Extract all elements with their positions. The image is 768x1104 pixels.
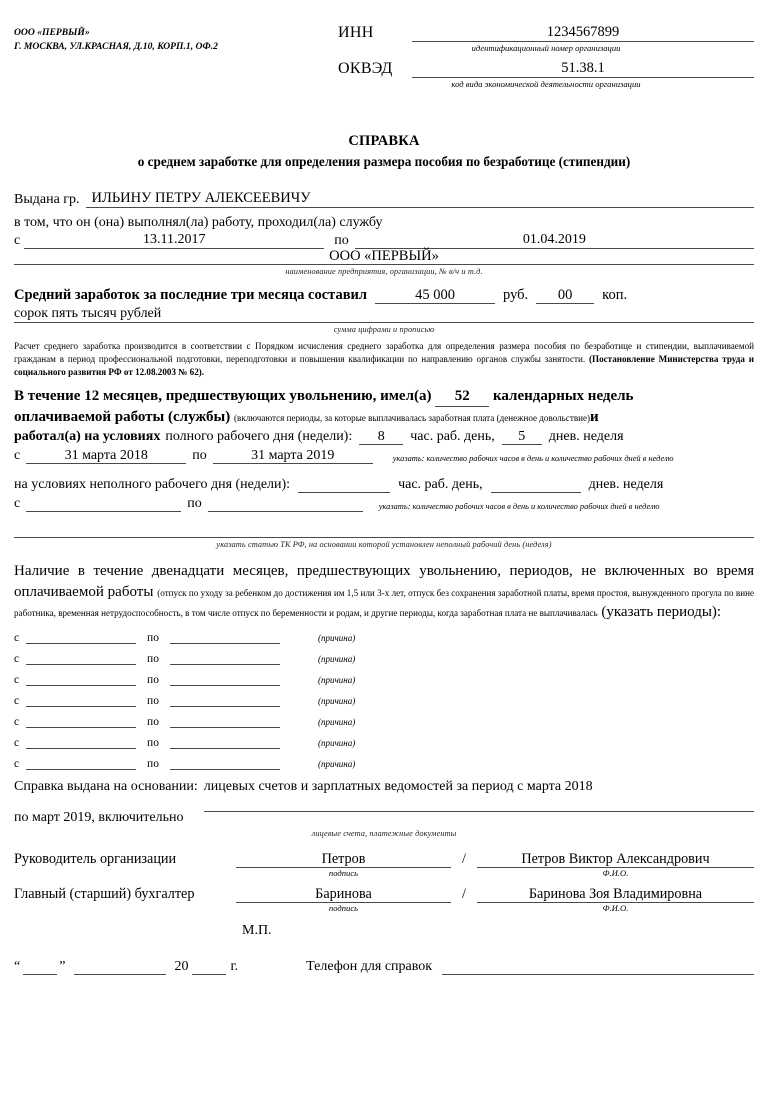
excluded-periods-bold: Наличие в течение двенадцати месяцев, предшествующих увольнению, периодов, не включенных во время оплачиваемой работы	[14, 563, 754, 600]
period-row	[14, 737, 754, 749]
average-earnings-kopecks[interactable]: 00	[536, 288, 594, 304]
issued-to-person[interactable]: ИЛЬИНУ ПЕТРУ АЛЕКСЕЕВИЧУ	[86, 190, 754, 207]
footer-year[interactable]	[192, 959, 226, 975]
basis-row	[14, 779, 754, 813]
period-row-from-value[interactable]	[26, 654, 136, 665]
period-row-to-value[interactable]	[170, 717, 280, 728]
accountant-fio[interactable]: Баринова Зоя Владимировна	[477, 887, 754, 903]
period-row-to-value[interactable]	[170, 738, 280, 749]
okved-caption: код вида экономической деятельности организации	[451, 79, 641, 90]
basis-value-line1[interactable]: лицевых счетов и зарплатных ведомостей за период с марта 2018	[203, 778, 593, 794]
paid-work-label: оплачиваемой работы (службы)	[14, 409, 231, 426]
period-row-from-value[interactable]	[26, 738, 136, 749]
inn-label: ИНН	[338, 24, 374, 42]
full-time-from-label: с	[14, 448, 21, 464]
part-time-to-date[interactable]	[208, 497, 363, 513]
footer-year-suffix: г.	[230, 959, 239, 974]
period-row-to-value[interactable]	[170, 633, 280, 644]
basis-underline[interactable]	[204, 795, 754, 813]
period-row-reason-caption: (причина)	[318, 758, 356, 769]
inn-value[interactable]: 1234567899	[412, 24, 754, 42]
document-title: СПРАВКА	[348, 133, 420, 150]
period-row-to-value[interactable]	[170, 675, 280, 686]
part-time-label: на условиях неполного рабочего дня (недели):	[14, 477, 291, 493]
footer-year-prefix: 20	[174, 959, 189, 974]
period-to-date[interactable]: 01.04.2019	[355, 233, 754, 249]
period-row	[14, 632, 754, 644]
full-time-to-label: по	[192, 448, 207, 464]
period-row-reason	[318, 653, 754, 665]
basis-value-wrap	[204, 779, 754, 813]
footer-day[interactable]	[23, 959, 57, 975]
part-time-hours[interactable]	[298, 478, 390, 494]
accountant-signature-caption: подпись	[328, 903, 359, 913]
quote-open: “	[14, 959, 22, 974]
paid-work-note: (включаются периоды, за которые выплачивалась заработная плата (денежное довольствие)	[234, 413, 591, 424]
accountant-signature[interactable]: Баринова	[236, 887, 451, 903]
period-row-from-value[interactable]	[26, 633, 136, 644]
basis-value-line2[interactable]: по март 2019, включительно	[14, 810, 184, 825]
part-time-dates-row	[14, 496, 754, 512]
company-name: ООО «ПЕРВЫЙ»	[14, 27, 90, 38]
period-row	[14, 674, 754, 686]
excluded-periods-small: (отпуск по уходу за ребенком до достижения им 1,5 или 3-х лет, отпуск без сохранения заработной платы, время простоя, вынужденного прогула по вине работника, временная нетрудоспособность, в том числе отпуск по беременности и родам, и другие периоды, когда заработная плата не выплачивалась	[14, 587, 754, 619]
period-row-reason	[318, 695, 754, 707]
full-time-to-date[interactable]: 31 марта 2019	[213, 449, 373, 465]
signature-captions-accountant	[14, 903, 754, 913]
period-row-reason	[318, 737, 754, 749]
accountant-slash: /	[462, 886, 466, 902]
period-row-reason-caption: (причина)	[318, 695, 356, 706]
full-time-days-unit: днев. неделя	[548, 429, 624, 445]
period-row-reason	[318, 716, 754, 728]
okved-row	[338, 60, 754, 78]
full-time-hours-unit: час. раб. день,	[410, 429, 495, 445]
period-row-reason-caption: (причина)	[318, 653, 356, 664]
period-row-reason-caption: (причина)	[318, 674, 356, 685]
part-time-note: указать: количество рабочих часов в день и количество рабочих дней в неделю	[378, 502, 660, 512]
period-row-to-label: по	[147, 673, 159, 686]
part-time-from-date[interactable]	[26, 497, 181, 513]
document-page	[0, 24, 768, 1104]
director-caption-spacer	[14, 868, 236, 878]
okved-label: ОКВЭД	[338, 60, 393, 78]
signature-captions-director	[14, 868, 754, 878]
director-slash: /	[462, 851, 466, 867]
full-time-dates-row	[14, 448, 754, 464]
excluded-periods-paragraph	[14, 561, 754, 622]
rub-label: руб.	[503, 287, 529, 304]
organization-name[interactable]: ООО «ПЕРВЫЙ»	[14, 248, 754, 265]
twelve-months-statement	[14, 386, 754, 428]
legal-note-reference: (Постановление Министерства труда и социального развития РФ от 12.08.2003 № 62).	[14, 353, 754, 377]
part-time-days-unit: днев. неделя	[588, 477, 664, 493]
period-row-from-value[interactable]	[26, 675, 136, 686]
paid-work-note-tail: и	[590, 409, 599, 426]
issued-to-row	[14, 190, 754, 207]
part-time-to-label: по	[187, 496, 202, 512]
period-row	[14, 716, 754, 728]
period-row-from-label: с	[14, 652, 20, 665]
excluded-periods-tail: (указать периоды):	[601, 604, 722, 621]
registration-block	[314, 24, 754, 89]
issued-to-label: Выдана гр.	[14, 191, 80, 207]
period-row-to-value[interactable]	[170, 696, 280, 707]
average-earnings-amount[interactable]: 45 000	[375, 288, 495, 304]
organization-caption: наименование предприятия, организации, № в/ч и т.д.	[285, 267, 483, 277]
work-period-row	[14, 233, 754, 249]
accountant-caption-gap	[451, 903, 477, 913]
director-caption-gap	[451, 868, 477, 878]
period-row-from-label: с	[14, 673, 20, 686]
director-signature[interactable]: Петров	[236, 852, 451, 868]
full-time-row	[14, 429, 754, 445]
signature-row-director	[14, 851, 754, 868]
document-footer	[14, 959, 754, 975]
phone-value[interactable]	[442, 959, 754, 975]
period-row-to-label: по	[147, 652, 159, 665]
twelve-months-text-after: календарных недель	[493, 387, 634, 404]
period-row-reason	[318, 758, 754, 770]
document-subtitle: о среднем заработке для определения размера пособия по безработице (стипендии)	[137, 154, 631, 170]
company-address: Г. МОСКВА, УЛ.КРАСНАЯ, Д.10, КОРП.1, ОФ.2	[14, 41, 218, 53]
period-row-to-label: по	[147, 757, 159, 770]
full-time-from-date[interactable]: 31 марта 2018	[26, 449, 186, 465]
accountant-fio-caption: Ф.И.О.	[602, 903, 629, 913]
company-block	[14, 24, 314, 89]
period-row-from-value[interactable]	[26, 759, 136, 770]
period-row-reason-caption: (причина)	[318, 737, 356, 748]
full-time-label: полного рабочего дня (недели):	[165, 429, 353, 445]
legal-note	[14, 340, 754, 379]
worked-conditions-label: работал(а) на условиях	[14, 429, 161, 445]
tk-article-caption: указать статью ТК РФ, на основании которой установлен неполный рабочий день (неделя)	[216, 540, 552, 550]
period-row-from-value[interactable]	[26, 717, 136, 728]
director-signature-caption: подпись	[328, 868, 359, 878]
period-row-from-label: с	[14, 694, 20, 707]
period-row-to-label: по	[147, 736, 159, 749]
period-row-reason-caption: (причина)	[318, 716, 356, 727]
twelve-months-text-before: В течение 12 месяцев, предшествующих увольнению, имел(а)	[14, 387, 432, 404]
accountant-role-label: Главный (старший) бухгалтер	[14, 886, 195, 902]
director-role-label: Руководитель организации	[14, 851, 177, 867]
period-rows-list	[14, 632, 754, 770]
signature-row-accountant	[14, 886, 754, 903]
phone-label: Телефон для справок	[306, 959, 433, 974]
basis-label: Справка выдана на основании:	[14, 778, 198, 794]
amount-caption: сумма цифрами и прописью	[333, 324, 435, 334]
inn-row	[338, 24, 754, 42]
period-row-from-value[interactable]	[26, 696, 136, 707]
period-row-reason-caption: (причина)	[318, 632, 356, 643]
period-row	[14, 653, 754, 665]
director-fio[interactable]: Петров Виктор Александрович	[477, 852, 754, 868]
okved-value[interactable]: 51.38.1	[412, 60, 754, 78]
period-row-from-label: с	[14, 757, 20, 770]
period-to-label: по	[334, 232, 349, 248]
part-time-row	[14, 477, 754, 493]
period-from-date[interactable]: 13.11.2017	[24, 233, 324, 249]
amount-in-words[interactable]: сорок пять тысяч рублей	[14, 306, 754, 323]
document-header	[14, 24, 754, 89]
footer-month[interactable]	[74, 959, 166, 975]
period-row-reason	[318, 632, 754, 644]
part-time-from-label: с	[14, 496, 21, 512]
period-row-from-label: с	[14, 736, 20, 749]
full-time-note: указать: количество рабочих часов в день и количество рабочих дней в неделю	[392, 454, 674, 464]
full-time-hours[interactable]: 8	[359, 430, 403, 446]
period-row	[14, 695, 754, 707]
period-row-to-label: по	[147, 715, 159, 728]
inn-caption: идентификационный номер организации	[471, 43, 621, 54]
tk-article-field[interactable]	[14, 524, 754, 538]
part-time-hours-unit: час. раб. день,	[398, 477, 483, 493]
average-earnings-label: Средний заработок за последние три месяца составил	[14, 287, 368, 304]
part-time-days[interactable]	[491, 478, 581, 494]
period-row-to-label: по	[147, 631, 159, 644]
full-time-days[interactable]: 5	[502, 430, 542, 446]
director-fio-caption: Ф.И.О.	[602, 868, 629, 878]
period-row-to-value[interactable]	[170, 759, 280, 770]
period-row	[14, 758, 754, 770]
kop-label: коп.	[602, 287, 628, 304]
period-row-reason	[318, 674, 754, 686]
average-earnings-row	[14, 287, 754, 304]
period-from-label: с	[14, 232, 21, 248]
period-row-to-label: по	[147, 694, 159, 707]
period-row-from-label: с	[14, 631, 20, 644]
calendar-weeks-value[interactable]: 52	[435, 386, 489, 407]
service-statement: в том, что он (она) выполнял(ла) работу, проходил(ла) службу	[14, 214, 383, 230]
quote-close: ”	[59, 959, 67, 974]
legal-note-text: Расчет среднего заработка производится в соответствии с Порядком исчисления среднего заработка для определения размера пособия по безработице и стипендии, выплачиваемой гражданам в период профессиональной подготовки, переподготовки и повышения квалификации по направлению органов службы занятости.	[14, 340, 754, 364]
accountant-caption-spacer	[14, 903, 236, 913]
period-row-to-value[interactable]	[170, 654, 280, 665]
stamp-label: М.П.	[242, 923, 272, 938]
basis-caption: лицевые счета, платежные документы	[311, 829, 457, 838]
period-row-from-label: с	[14, 715, 20, 728]
